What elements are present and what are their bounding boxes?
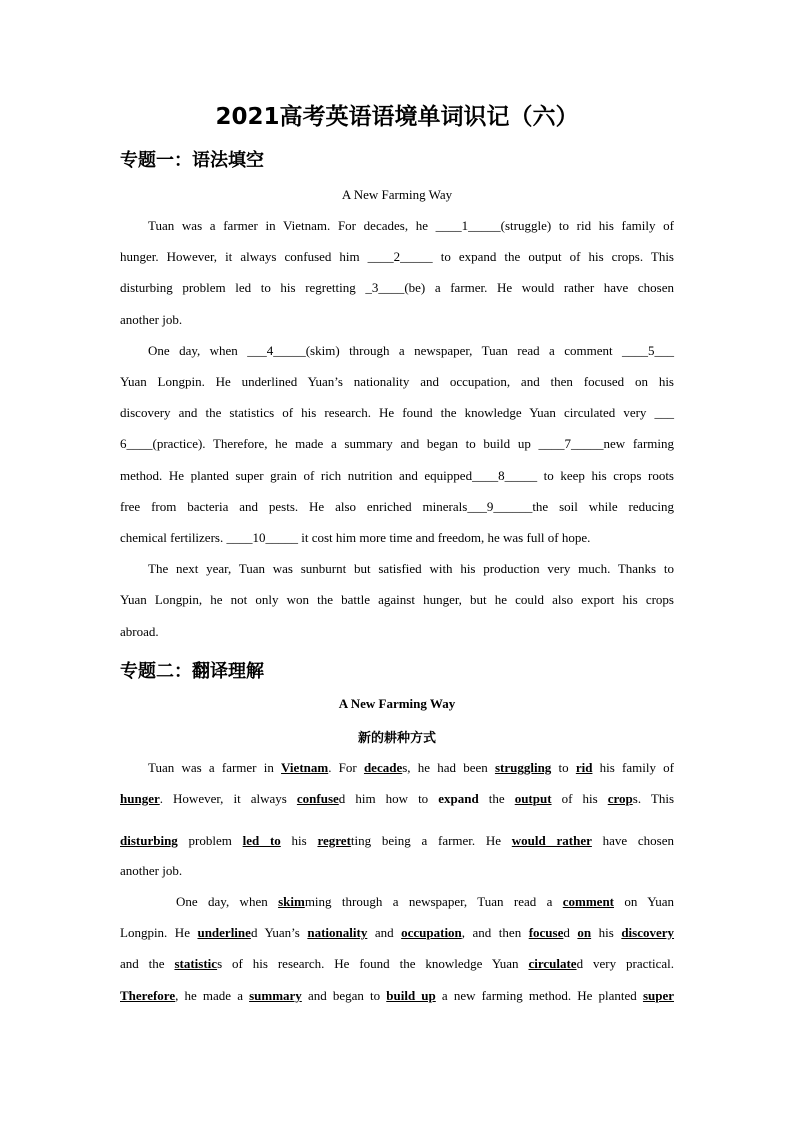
text-segment: ting being a farmer. He (350, 833, 512, 848)
text-segment: and began to (301, 988, 387, 1003)
vocab-word: output (514, 791, 552, 806)
passage-line: The next year, Tuan was sunburnt but satisfied with his production very much. Thanks to (148, 561, 674, 576)
text-segment: d Yuan’s (250, 925, 308, 940)
text-segment: Tuan was a farmer in (148, 760, 282, 775)
vocab-word: struggling (494, 760, 552, 775)
text-segment: have chosen (591, 833, 674, 848)
vocab-word: focuse (528, 925, 564, 940)
passage-line: One day, when ___4_____(skim) through a newspaper, Tuan read a comment ____5___ (148, 343, 674, 358)
vocab-word: regret (317, 833, 351, 848)
vocab-word: decade (363, 760, 403, 775)
text-segment: problem (177, 833, 243, 848)
text-segment: d him how to (338, 791, 439, 806)
passage-title-cn: 新的耕种方式 (357, 731, 436, 746)
text-segment: another job. (120, 863, 183, 878)
vocab-word: rid (575, 760, 593, 775)
passage-line: discovery and the statistics of his research. He found the knowledge Yuan circulated very ___ (120, 405, 674, 420)
vocab-word: nationality (307, 925, 368, 940)
text-segment: s. This (632, 791, 675, 806)
vocab-word: Therefore (120, 988, 176, 1003)
vocab-word: crop (607, 791, 633, 806)
section-heading-translation: 专题二：翻译理解 (120, 661, 264, 682)
vocab-word: on (577, 925, 592, 940)
translation-line (120, 861, 674, 881)
translation-line (120, 789, 674, 809)
vocab-word: disturbing (120, 833, 178, 848)
passage-line: Yuan Longpin, he not only won the battle against hunger, but he could also export his crops (120, 592, 674, 607)
passage-line: 6____(practice). Therefore, he made a summary and began to build up ____7_____new farming (120, 436, 674, 451)
text-segment: his family of (592, 760, 675, 775)
text-segment: and (367, 925, 402, 940)
text-segment: a new farming method. He planted (435, 988, 643, 1003)
text-segment: his (280, 833, 318, 848)
passage-line: another job. (120, 312, 183, 327)
text-segment: d (563, 925, 578, 940)
text-segment: and the (120, 956, 175, 971)
translation-line (120, 986, 674, 1006)
passage-line: chemical fertilizers. ____10_____ it cost him more time and freedom, he was full of hope. (120, 530, 591, 545)
text-segment: of his (551, 791, 608, 806)
translation-line (120, 923, 674, 943)
passage-line: method. He planted super grain of rich nutrition and equipped____8_____ to keep his crops roots (120, 468, 674, 483)
vocab-word: hunger (120, 791, 160, 806)
vocab-word: Vietnam (281, 760, 329, 775)
text-segment: his (591, 925, 622, 940)
passage-title: A New Farming Way (341, 187, 453, 202)
vocab-word: circulate (528, 956, 577, 971)
translation-line (120, 831, 674, 851)
text-segment: d very practical. (576, 956, 674, 971)
translation-line (176, 892, 674, 912)
text-segment: on Yuan (614, 894, 674, 909)
vocab-word: led to (242, 833, 281, 848)
text-segment: , and then (461, 925, 529, 940)
vocab-word: skim (278, 894, 305, 909)
vocab-word: expand (438, 791, 479, 806)
text-segment: . For (328, 760, 364, 775)
passage-line: abroad. (120, 624, 159, 639)
passage-line: free from bacteria and pests. He also enriched minerals___9______the soil while reducing (120, 499, 674, 514)
text-segment: the (478, 791, 515, 806)
passage-line: disturbing problem led to his regretting _3____(be) a farmer. He would rather have chosen (120, 280, 674, 295)
vocab-word: would rather (511, 833, 592, 848)
vocab-word: underline (197, 925, 251, 940)
text-segment: , he made a (175, 988, 250, 1003)
vocab-word: confuse (296, 791, 339, 806)
text-segment: . However, it always (159, 791, 297, 806)
passage-line: Yuan Longpin. He underlined Yuan’s nationality and occupation, and then focused on his (120, 374, 674, 389)
text-segment: Longpin. He (120, 925, 198, 940)
text-segment: s of his research. He found the knowledge Yuan (217, 956, 529, 971)
vocab-word: statistic (174, 956, 218, 971)
vocab-word: comment (562, 894, 615, 909)
page-title: 2021高考英语语境单词识记（六） (215, 104, 579, 130)
vocab-word: occupation (401, 925, 462, 940)
text-segment: to (551, 760, 576, 775)
passage-line: Tuan was a farmer in Vietnam. For decades, he ____1_____(struggle) to rid his family of (148, 218, 674, 233)
text-segment: ming through a newspaper, Tuan read a (304, 894, 563, 909)
passage-title-en: A New Farming Way (338, 696, 456, 711)
section-heading-grammar: 专题一：语法填空 (120, 150, 264, 171)
translation-line (120, 954, 674, 974)
text-segment: One day, when (176, 894, 279, 909)
vocab-word: build up (386, 988, 436, 1003)
passage-line: hunger. However, it always confused him ____2_____ to expand the output of his crops. This (120, 249, 674, 264)
vocab-word: discovery (621, 925, 675, 940)
vocab-word: summary (249, 988, 302, 1003)
vocab-word: super (642, 988, 675, 1003)
translation-line (148, 758, 674, 778)
text-segment: s, he had been (402, 760, 495, 775)
